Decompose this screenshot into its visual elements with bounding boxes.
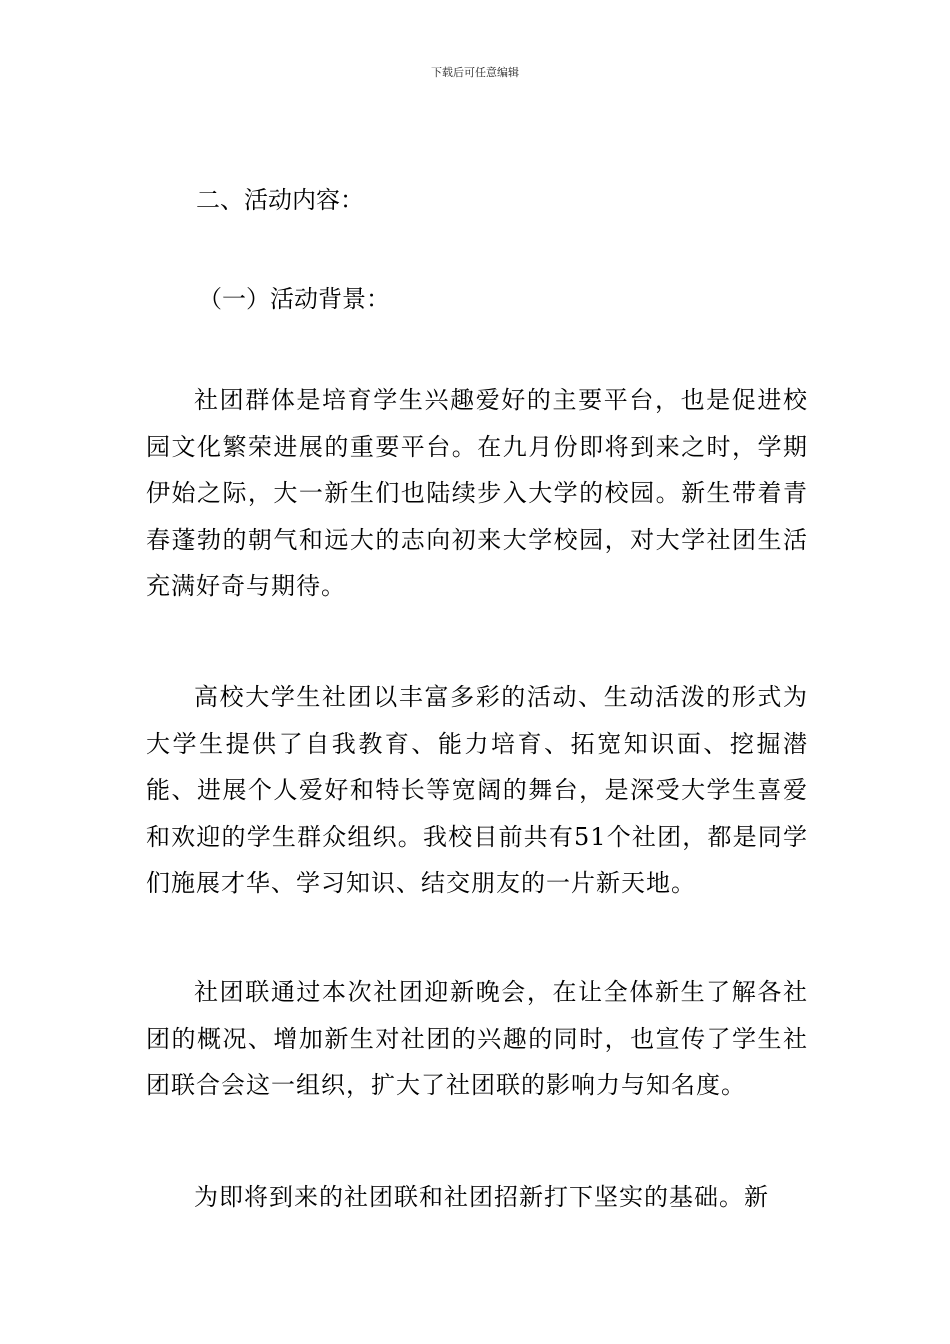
section-subtitle: （一）活动背景： (198, 285, 390, 313)
paragraph-clubs: 高校大学生社团以丰富多彩的活动、生动活泼的形式为大学生提供了自我教育、能力培育、拓宽知识面、挖掘潜能、进展个人爱好和特长等宽阔的舞台，是深受大学生喜爱和欢迎的学生群众组织。我校目前共有51个社团，都是同学们施展才华、学习知识、结交朋友的一片新天地。 (146, 683, 808, 897)
paragraph-background: 社团群体是培育学生兴趣爱好的主要平台，也是促进校园文化繁荣进展的重要平台。在九月份即将到来之时，学期伊始之际，大一新生们也陆续步入大学的校园。新生带着青春蓬勃的朝气和远大的志向初来大学校园，对大学社团生活充满好奇与期待。 (146, 386, 808, 600)
page-header: 下载后可任意编辑 (431, 66, 519, 79)
paragraph-recruitment: 为即将到来的社团联和社团招新打下坚实的基础。新 (194, 1183, 769, 1211)
section-title: 二、活动内容： (196, 186, 364, 214)
paragraph-gala: 社团联通过本次社团迎新晚会，在让全体新生了解各社团的概况、增加新生对社团的兴趣的同时，也宣传了学生社团联合会这一组织，扩大了社团联的影响力与知名度。 (146, 978, 808, 1099)
